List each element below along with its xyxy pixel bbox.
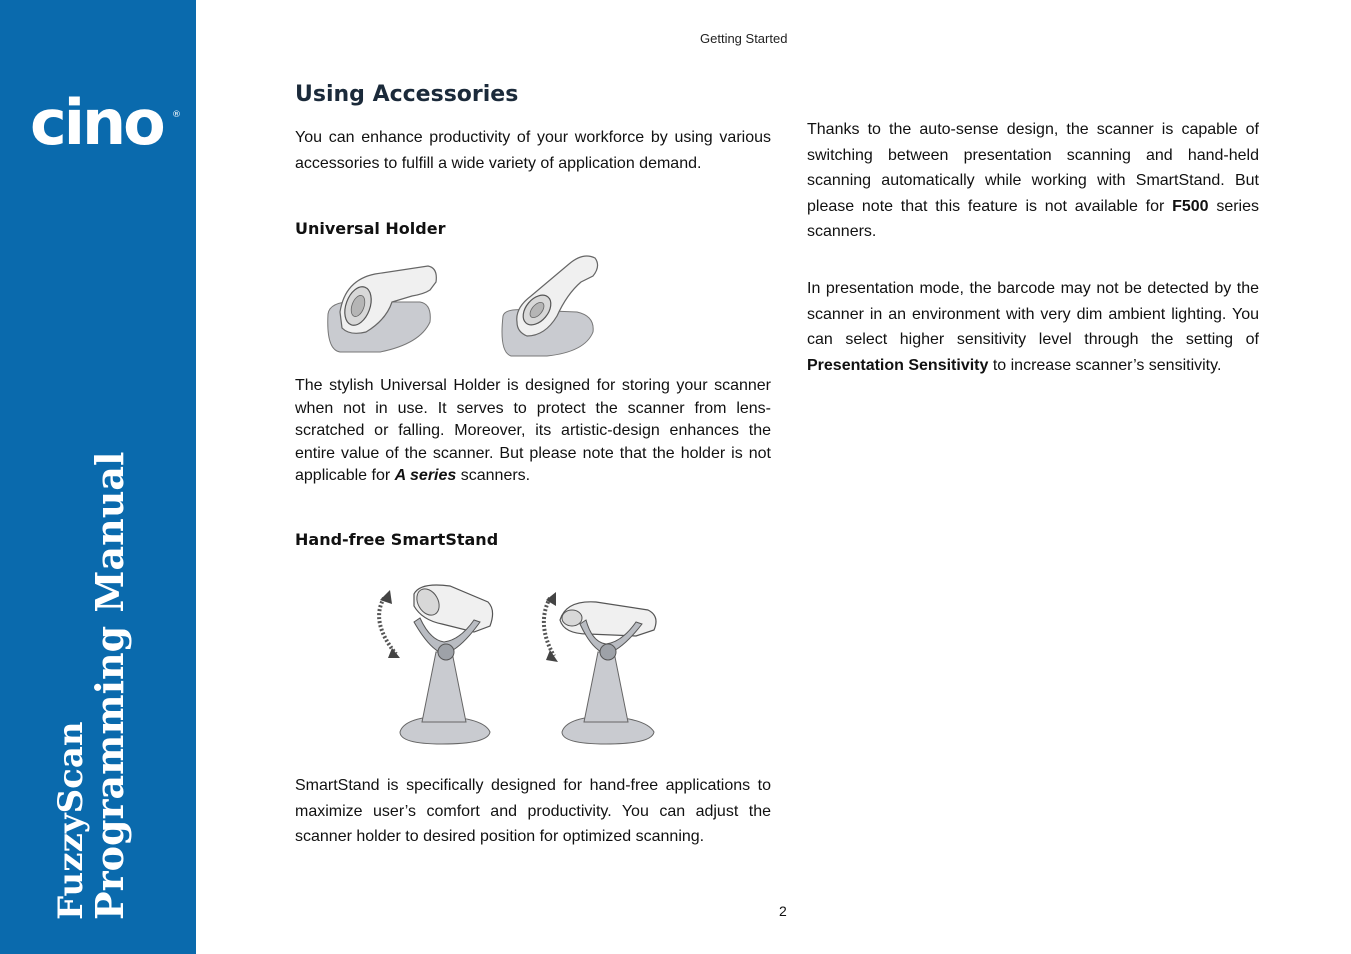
manual-title [51, 451, 132, 920]
smartstand-heading: Hand-free SmartStand [295, 530, 499, 549]
universal-holder-image-2 [497, 252, 601, 358]
universal-holder-image-1 [320, 262, 442, 356]
f500-emphasis: F500 [1172, 197, 1209, 215]
page-number: 2 [779, 903, 787, 919]
cino-logo: cino [30, 86, 163, 159]
manual-title-line1: FuzzyScan [51, 721, 91, 920]
a-series-emphasis: A series [394, 467, 457, 484]
running-header: Getting Started [700, 31, 788, 46]
smartstand-image-1 [370, 582, 500, 746]
presentation-mode-paragraph: In presentation mode, the barcode may not be detected by the scanner in an environment with very dim ambient lighting. You can select higher sensitivity level through the setting of Presentation Sensitivity to increase scanner’s sensitivity. [807, 280, 1259, 374]
section-title: Using Accessories [295, 82, 519, 107]
universal-holder-heading: Universal Holder [295, 219, 446, 238]
registered-mark: ® [172, 110, 181, 120]
smartstand-paragraph: SmartStand is specifically designed for hand-free applications to maximize user’s comfort and productivity. You can adjust the scanner holder to desired position for optimized scanning. [295, 777, 771, 845]
auto-sense-paragraph: Thanks to the auto-sense design, the scanner is capable of switching between presentation scanning and hand-held scanning automatically while working with SmartStand. But please note that this feature is not available for F500 series scanners. [807, 121, 1259, 240]
sidebar [0, 0, 196, 954]
smartstand-image-2 [536, 590, 664, 746]
intro-paragraph: You can enhance productivity of your workforce by using various accessories to fulfill a wide variety of application demand. [295, 129, 771, 172]
manual-title-line2: Programming Manual [86, 451, 132, 920]
universal-holder-paragraph: The stylish Universal Holder is designed for storing your scanner when not in use. It serves to protect the scanner from lens-scratched or falling. Moreover, its artistic-design enhances the entire value of the scanner. But please note that the holder is not applicable for A series scanners. [295, 377, 771, 484]
presentation-sensitivity-emphasis: Presentation Sensitivity [807, 356, 989, 374]
